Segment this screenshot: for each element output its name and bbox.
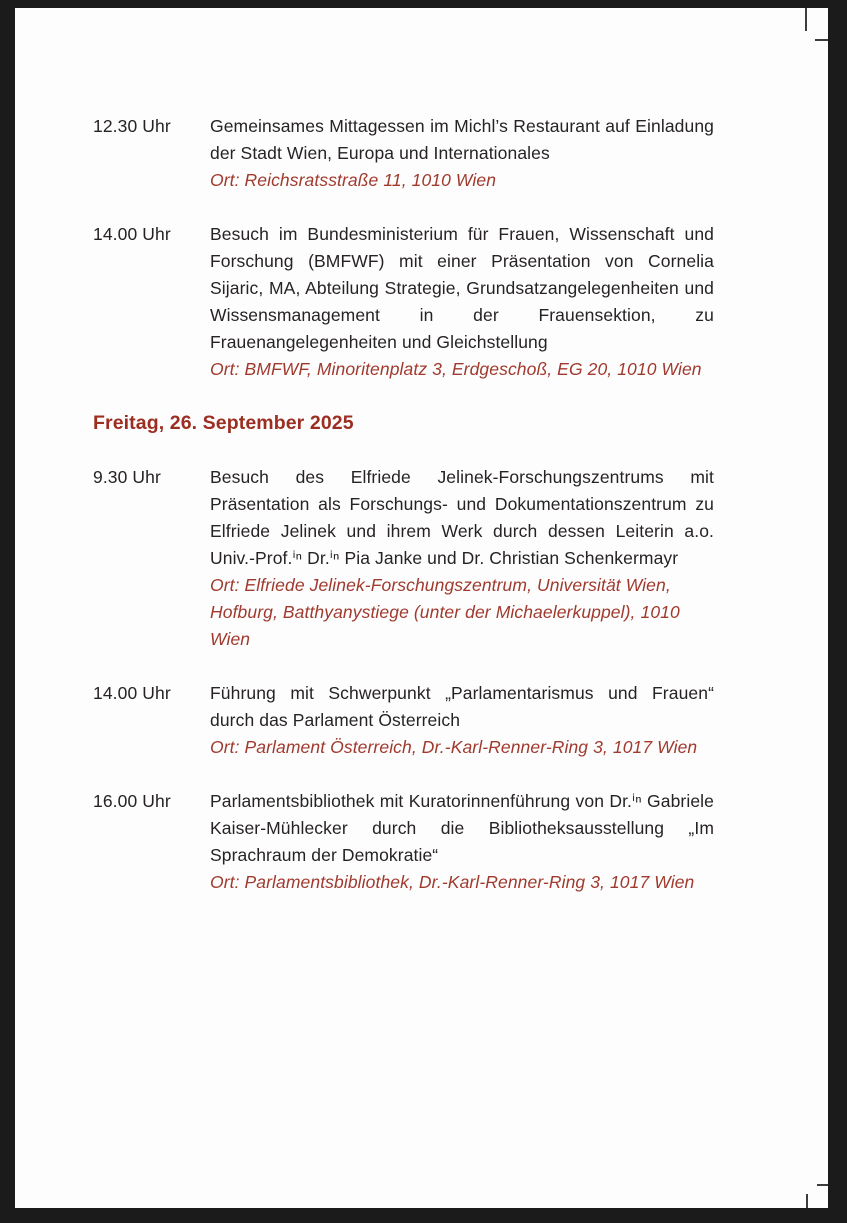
event-row: [93, 680, 714, 761]
event-row: [93, 464, 714, 653]
crop-mark-top-right-horizontal: [815, 39, 828, 41]
event-description: Besuch im Bundesministerium für Frauen, Wissenschaft und Forschung (BMFWF) mit einer Präsentation von Cornelia Sijaric, MA, Abteilung Strategie, Grundsatzangelegenheiten und Wissensmanagement in der Frauensektion, zu Frauenangelegenheiten und Gleichstellung: [210, 224, 714, 352]
event-body: [210, 113, 714, 194]
document-page: [15, 8, 828, 1208]
event-row: [93, 221, 714, 383]
event-location: Ort: Reichsratsstraße 11, 1010 Wien: [210, 170, 497, 190]
event-time: 9.30 Uhr: [93, 467, 161, 487]
event-location: Ort: Parlamentsbibliothek, Dr.-Karl-Renner-Ring 3, 1017 Wien: [210, 872, 695, 892]
event-body: [210, 788, 714, 896]
event-row: [93, 113, 714, 194]
event-time: 16.00 Uhr: [93, 791, 171, 811]
event-time: 14.00 Uhr: [93, 224, 171, 244]
event-description: Führung mit Schwerpunkt „Parlamentarismus und Frauen“ durch das Parlament Österreich: [210, 683, 714, 730]
event-time: 12.30 Uhr: [93, 116, 171, 136]
event-row: [93, 788, 714, 896]
event-body: [210, 680, 714, 761]
schedule-content: [93, 113, 714, 923]
crop-mark-top-right-vertical: [805, 8, 807, 31]
event-body: [210, 464, 714, 653]
event-description: Besuch des Elfriede Jelinek-Forschungszentrums mit Präsentation als Forschungs- und Dokumentationszentrum zu Elfriede Jelinek und ihrem Werk durch dessen Leiterin a.o. Univ.-Prof.ⁱⁿ Dr.ⁱⁿ Pia Janke und Dr. Christian Schenkermayr: [210, 467, 714, 568]
section-heading-date: Freitag, 26. September 2025: [93, 412, 354, 434]
event-description: Gemeinsames Mittagessen im Michl’s Restaurant auf Einladung der Stadt Wien, Europa und Internationales: [210, 116, 714, 163]
event-location: Ort: Elfriede Jelinek-Forschungszentrum, Universität Wien, Hofburg, Batthyanystiege (unter der Michaelerkuppel), 1010 Wien: [210, 575, 680, 649]
crop-mark-bottom-right-vertical: [806, 1194, 808, 1208]
event-body: [210, 221, 714, 383]
event-location: Ort: Parlament Österreich, Dr.-Karl-Renner-Ring 3, 1017 Wien: [210, 737, 698, 757]
crop-mark-bottom-right-horizontal: [817, 1184, 828, 1186]
event-location: Ort: BMFWF, Minoritenplatz 3, Erdgeschoß, EG 20, 1010 Wien: [210, 359, 702, 379]
event-description: Parlamentsbibliothek mit Kuratorinnenführung von Dr.ⁱⁿ Gabriele Kaiser-Mühlecker durch die Bibliotheksausstellung „Im Sprachraum der Demokratie“: [210, 791, 714, 865]
event-time: 14.00 Uhr: [93, 683, 171, 703]
